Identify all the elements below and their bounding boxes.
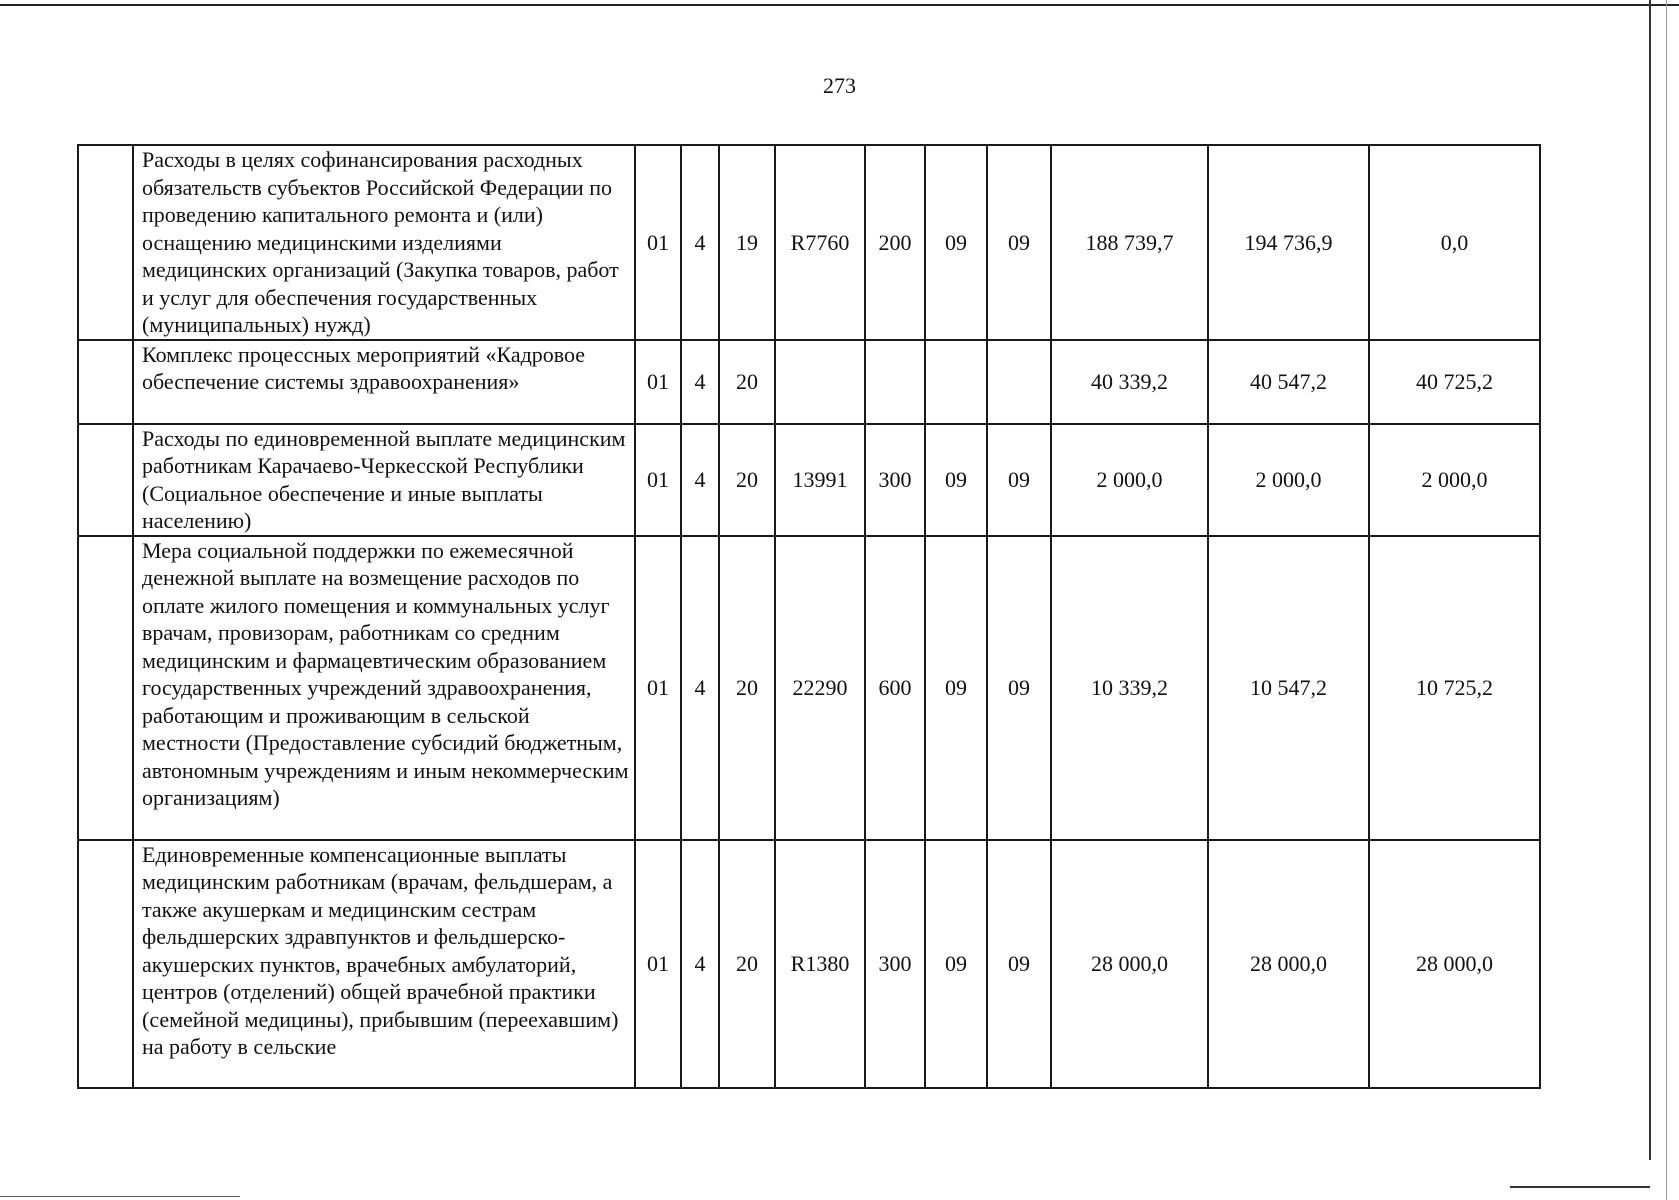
code-cell: 4 [681, 340, 719, 424]
amount-cell: 2 000,0 [1051, 424, 1208, 536]
row-name-cell: Комплекс процессных мероприятий «Кадровое обеспечение системы здравоохранения» [133, 340, 635, 424]
code-cell: 4 [681, 145, 719, 340]
table-row [78, 536, 1540, 840]
code-cell: 09 [925, 145, 987, 340]
budget-table [77, 144, 1541, 1089]
amount-cell: 40 725,2 [1369, 340, 1540, 424]
amount-cell: 10 339,2 [1051, 536, 1208, 840]
row-name-cell: Расходы по единовременной выплате медицинским работникам Карачаево-Черкесской Республики (Социальное обеспечение и иные выплаты населению) [133, 424, 635, 536]
row-name-cell: Расходы в целях софинансирования расходных обязательств субъектов Российской Федерации по проведению капитального ремонта и (или) оснащению медицинскими изделиями медицинских организаций (Закупка товаров, работ и услуг для обеспечения государственных (муниципальных) нужд) [133, 145, 635, 340]
code-cell [987, 340, 1051, 424]
amount-cell: 10 547,2 [1208, 536, 1369, 840]
row-number-cell [78, 424, 133, 536]
amount-cell: 28 000,0 [1051, 840, 1208, 1088]
row-name-cell: Мера социальной поддержки по ежемесячной денежной выплате на возмещение расходов по оплате жилого помещения и коммунальных услуг врачам, провизорам, работникам со средним медицинским и фармацевтическим образованием государственных учреждений здравоохранения, работающим и проживающим в сельской местности (Предоставление субсидий бюджетным, автономным учреждениям и иным некоммерческим организациям) [133, 536, 635, 840]
page-number: 273 [823, 73, 856, 98]
code-cell [925, 340, 987, 424]
code-cell: R1380 [775, 840, 865, 1088]
row-name-cell: Единовременные компенсационные выплаты медицинским работникам (врачам, фельдшерам, а также акушеркам и медицинским сестрам фельдшерских здравпунктов и фельдшерско-акушерских пунктов, врачебных амбулаторий, центров (отделений) общей врачебной практики (семейной медицины), прибывшим (переехавшим) на работу в сельские [133, 840, 635, 1088]
code-cell: 09 [987, 145, 1051, 340]
code-cell: 19 [719, 145, 775, 340]
code-cell: 01 [635, 840, 681, 1088]
code-cell: 20 [719, 340, 775, 424]
code-cell: 09 [925, 536, 987, 840]
code-cell: 01 [635, 424, 681, 536]
code-cell: 200 [865, 145, 925, 340]
code-cell: 09 [987, 840, 1051, 1088]
scan-edge-bottom-left [0, 1196, 240, 1197]
row-number-cell [78, 536, 133, 840]
code-cell: 600 [865, 536, 925, 840]
scan-edge-right [1649, 0, 1651, 1160]
amount-cell: 40 339,2 [1051, 340, 1208, 424]
code-cell: 300 [865, 424, 925, 536]
code-cell: 4 [681, 840, 719, 1088]
code-cell: 22290 [775, 536, 865, 840]
code-cell: R7760 [775, 145, 865, 340]
amount-cell: 188 739,7 [1051, 145, 1208, 340]
code-cell: 01 [635, 145, 681, 340]
table-row [78, 340, 1540, 424]
amount-cell: 10 725,2 [1369, 536, 1540, 840]
code-cell: 01 [635, 340, 681, 424]
code-cell: 09 [987, 536, 1051, 840]
code-cell: 09 [925, 840, 987, 1088]
code-cell: 09 [987, 424, 1051, 536]
table-row [78, 424, 1540, 536]
code-cell [865, 340, 925, 424]
amount-cell: 28 000,0 [1369, 840, 1540, 1088]
row-number-cell [78, 340, 133, 424]
amount-cell: 2 000,0 [1208, 424, 1369, 536]
code-cell: 20 [719, 424, 775, 536]
scan-edge-top [0, 4, 1679, 6]
code-cell: 300 [865, 840, 925, 1088]
code-cell [775, 340, 865, 424]
code-cell: 09 [925, 424, 987, 536]
code-cell: 20 [719, 840, 775, 1088]
code-cell: 4 [681, 536, 719, 840]
row-number-cell [78, 145, 133, 340]
code-cell: 13991 [775, 424, 865, 536]
table-row [78, 145, 1540, 340]
amount-cell: 40 547,2 [1208, 340, 1369, 424]
amount-cell: 194 736,9 [1208, 145, 1369, 340]
code-cell: 01 [635, 536, 681, 840]
code-cell: 20 [719, 536, 775, 840]
amount-cell: 2 000,0 [1369, 424, 1540, 536]
scan-edge-right-outer [1666, 0, 1667, 1200]
code-cell: 4 [681, 424, 719, 536]
row-number-cell [78, 840, 133, 1088]
amount-cell: 0,0 [1369, 145, 1540, 340]
scan-edge-bottom-right [1510, 1186, 1650, 1188]
table-row [78, 840, 1540, 1088]
amount-cell: 28 000,0 [1208, 840, 1369, 1088]
